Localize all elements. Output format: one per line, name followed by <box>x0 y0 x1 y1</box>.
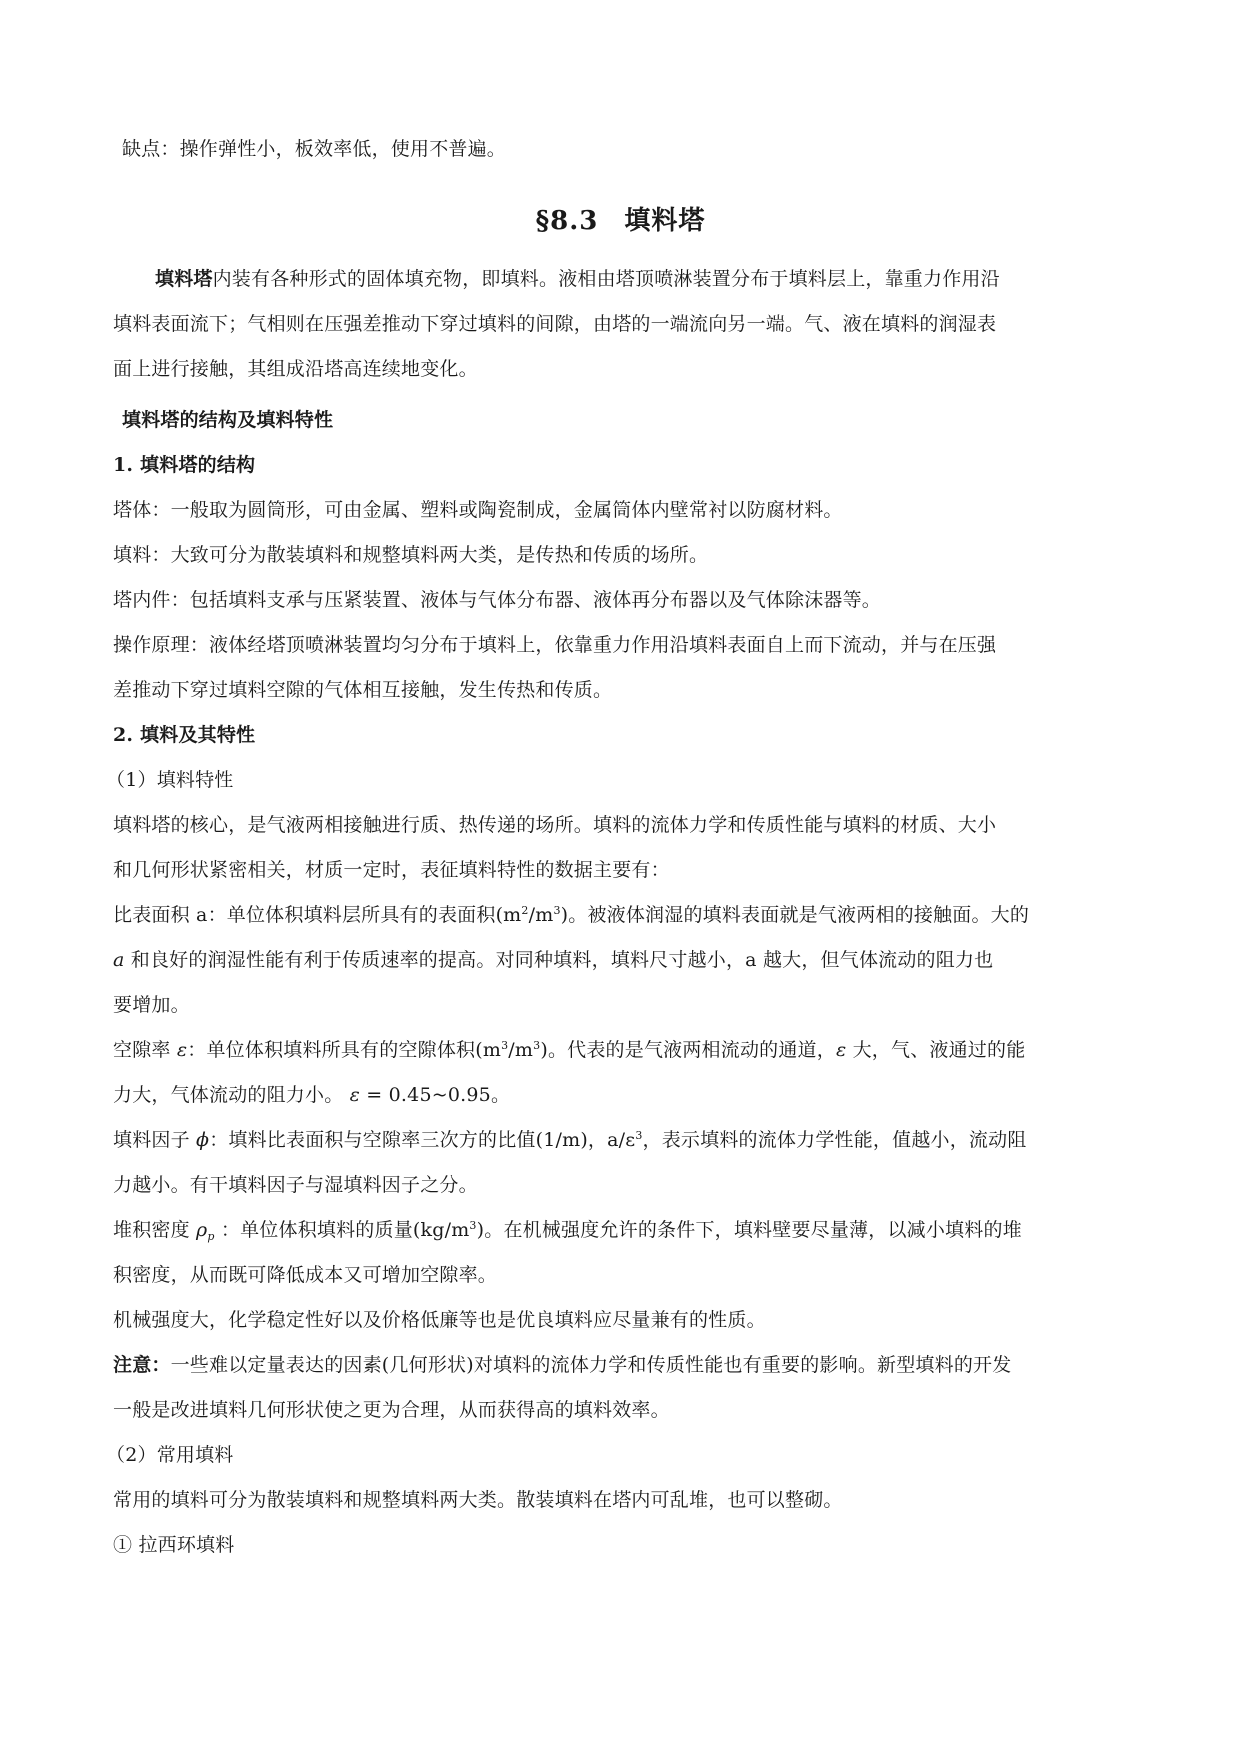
area-text-3: )。被液体润湿的填料表面就是气液两相的接触面。大的 <box>560 904 1030 926</box>
subheading-properties: （1）填料特性 <box>106 769 234 791</box>
voidage-symbol: ε <box>176 1039 188 1061</box>
heading-tower-structure: 1. 填料塔的结构 <box>113 454 256 476</box>
principle-line-2: 差推动下穿过填料空隙的气体相互接触，发生传热和传质。 <box>113 679 613 701</box>
bulk-density-line-2: 积密度，从而既可降低成本又可增加空隙率。 <box>113 1264 498 1286</box>
note-line-1 <box>113 1352 1143 1378</box>
packing-line: 填料：大致可分为散装填料和规整填料两大类，是传热和传质的场所。 <box>113 544 709 566</box>
principle-line-1: 操作原理：液体经塔顶喷淋装置均匀分布于填料上，依靠重力作用沿填料表面自上而下流动，并与在压强 <box>113 634 997 656</box>
density-text-3: )。在机械强度允许的条件下，填料壁要尽量薄，以减小填料的堆 <box>476 1219 1022 1241</box>
voidage-text-4: )。代表的是气液两相流动的通道， <box>540 1039 836 1061</box>
voidage-sup-1: 3 <box>501 1039 509 1052</box>
factor-text-3: ，表示填料的流体力学性能，值越小，流动阻 <box>642 1129 1027 1151</box>
intro-line-1 <box>155 266 1185 292</box>
core-line-1: 填料塔的核心，是气液两相接触进行质、热传递的场所。填料的流体力学和传质性能与填料的材质、大小 <box>113 814 997 836</box>
voidage-text-2: ：单位体积填料所具有的空隙体积(m <box>187 1039 502 1061</box>
area-sup-2: 3 <box>553 904 561 917</box>
density-sub: p <box>207 1230 215 1243</box>
area-text-2: /m <box>528 904 554 926</box>
tower-body-line: 塔体：一般取为圆筒形，可由金属、塑料或陶瓷制成，金属筒体内壁常衬以防腐材料。 <box>113 499 843 521</box>
intro-text-1: 内装有各种形式的固体填充物，即填料。液相由塔顶喷淋装置分布于填料层上，靠重力作用沿 <box>212 268 1000 290</box>
specific-area-line-1 <box>113 902 1143 928</box>
specific-area-line-2 <box>113 947 1143 973</box>
voidage-symbol-2: ε <box>835 1039 847 1061</box>
voidage-range: = 0.45~0.95。 <box>360 1084 511 1106</box>
raschig-ring-item: ① 拉西环填料 <box>113 1534 235 1556</box>
factor-sup: 3 <box>635 1129 643 1142</box>
intro-line-3: 面上进行接触，其组成沿塔高连续地变化。 <box>113 358 478 380</box>
voidage-text-6: 力大，气体流动的阻力小。 <box>113 1084 350 1106</box>
factor-text-2: ：填料比表面积与空隙率三次方的比值(1/m)，a/ε <box>209 1129 636 1151</box>
voidage-line-1 <box>113 1037 1143 1063</box>
density-symbol: ρ <box>196 1219 208 1241</box>
section-number: §8.3 <box>535 206 599 236</box>
area-text-4: 和良好的润湿性能有利于传质速率的提高。对同种填料，填料尺寸越小，a 越大，但气体流动的阻力也 <box>124 949 994 971</box>
intro-term: 填料塔 <box>155 268 213 290</box>
internals-line: 塔内件：包括填料支承与压紧装置、液体与气体分布器、液体再分布器以及气体除沫器等。 <box>113 589 882 611</box>
factor-text-1: 填料因子 <box>113 1129 197 1151</box>
intro-line-2: 填料表面流下；气相则在压强差推动下穿过填料的间隙，由塔的一端流向另一端。气、液在填料的润湿表 <box>113 313 997 335</box>
voidage-symbol-3: ε <box>349 1084 361 1106</box>
note-label: 注意： <box>113 1354 171 1376</box>
factor-symbol: ϕ <box>196 1129 210 1151</box>
voidage-line-2 <box>113 1082 1143 1108</box>
note-line-2: 一般是改进填料几何形状使之更为合理，从而获得高的填料效率。 <box>113 1399 670 1421</box>
bulk-density-line-1 <box>113 1217 1143 1243</box>
core-line-2: 和几何形状紧密相关，材质一定时，表征填料特性的数据主要有： <box>113 859 670 881</box>
strength-line: 机械强度大，化学稳定性好以及价格低廉等也是优良填料应尽量兼有的性质。 <box>113 1309 766 1331</box>
specific-area-line-3: 要增加。 <box>113 994 190 1016</box>
packing-factor-line-2: 力越小。有干填料因子与湿填料因子之分。 <box>113 1174 478 1196</box>
section-name: 填料塔 <box>624 206 706 236</box>
density-text-2: ：单位体积填料的质量(kg/m <box>214 1219 470 1241</box>
area-text-1: 比表面积 a：单位体积填料层所具有的表面积(m <box>113 904 522 926</box>
voidage-text-5: 大，气、液通过的能 <box>846 1039 1026 1061</box>
note-text-1: 一些难以定量表达的因素(几何形状)对填料的流体力学和传质性能也有重要的影响。新型填料的开发 <box>170 1354 1012 1376</box>
density-text-1: 堆积密度 <box>113 1219 197 1241</box>
subheading-common-packing: （2）常用填料 <box>106 1444 234 1466</box>
voidage-text-1: 空隙率 <box>113 1039 177 1061</box>
section-title <box>0 200 1241 237</box>
drawback-line: 缺点：操作弹性小，板效率低，使用不普遍。 <box>122 138 507 160</box>
packing-factor-line-1 <box>113 1127 1143 1153</box>
common-packing-line: 常用的填料可分为散装填料和规整填料两大类。散装填料在塔内可乱堆，也可以整砌。 <box>113 1489 843 1511</box>
area-sup-1: 2 <box>521 904 529 917</box>
voidage-sup-2: 3 <box>533 1039 541 1052</box>
area-symbol: a <box>113 949 125 971</box>
voidage-text-3: /m <box>508 1039 534 1061</box>
heading-structure-properties: 填料塔的结构及填料特性 <box>122 409 334 431</box>
heading-packing-properties: 2. 填料及其特性 <box>113 724 256 746</box>
density-sup: 3 <box>469 1219 477 1232</box>
